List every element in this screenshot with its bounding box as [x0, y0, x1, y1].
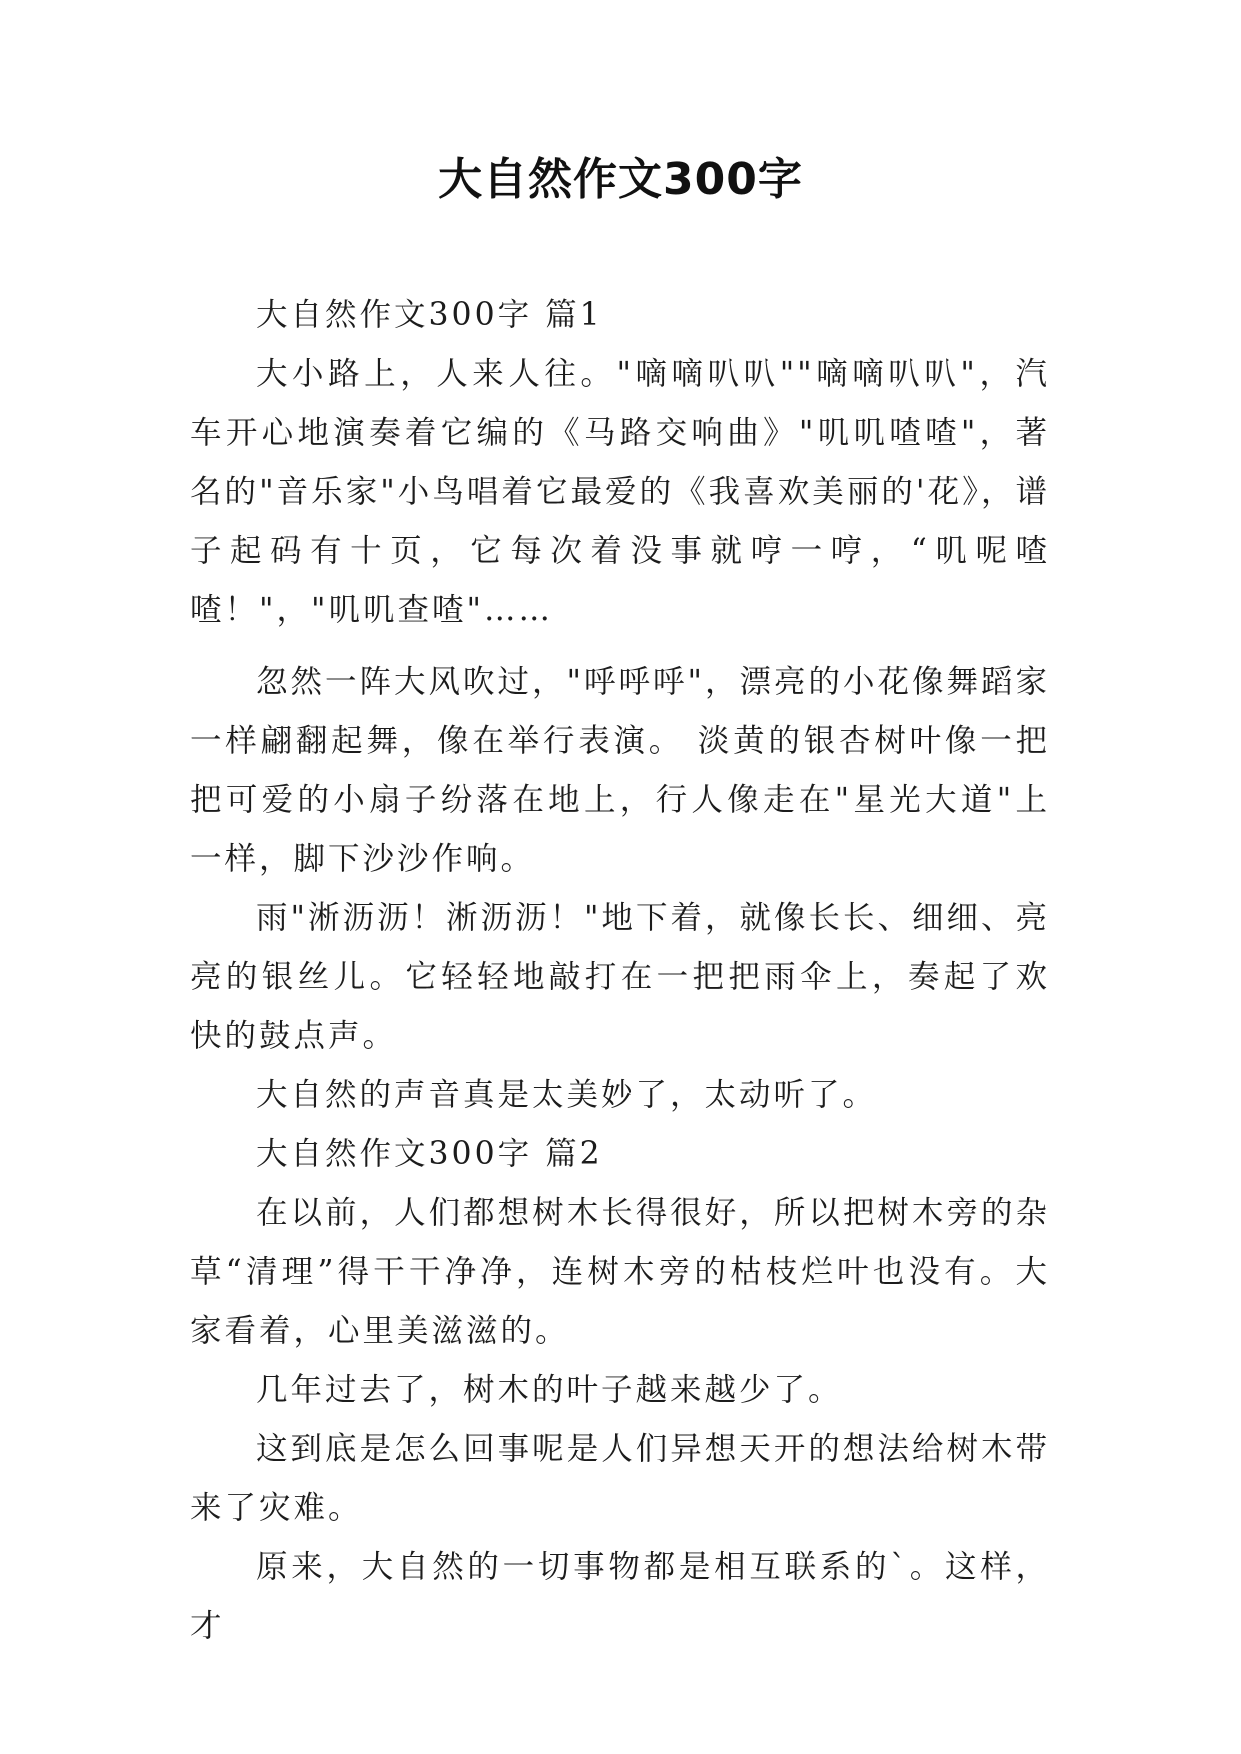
section-heading-2: 大自然作文300字 篇2 [256, 1136, 603, 1172]
document-title: 大自然作文300字 [438, 154, 803, 205]
document-body [190, 286, 1050, 1656]
paragraph: 大小路上，人来人往。"嘀嘀叭叭""嘀嘀叭叭"，汽车开心地演奏着它编的《马路交响曲》"叽叽喳喳"，著名的"音乐家"小鸟唱着它最爱的《我喜欢美丽的'花》，谱子起码有十页，它每次着没事就哼一哼，“叽呢喳喳！"，"叽叽查喳"…… [190, 356, 1050, 628]
paragraph: 忽然一阵大风吹过，"呼呼呼"，漂亮的小花像舞蹈家一样翩翻起舞，像在举行表演。 淡黄的银杏树叶像一把把可爱的小扇子纷落在地上，行人像走在"星光大道"上一样，脚下沙沙作响。 [190, 664, 1050, 877]
paragraph: 这到底是怎么回事呢是人们异想天开的想法给树木带来了灾难。 [190, 1431, 1050, 1526]
paragraph: 原来，大自然的一切事物都是相互联系的`。这样，才 [190, 1549, 1050, 1644]
paragraph: 在以前，人们都想树木长得很好，所以把树木旁的杂草“清理”得干干净净，连树木旁的枯枝烂叶也没有。大家看着，心里美滋滋的。 [190, 1195, 1050, 1349]
paragraph: 几年过去了，树木的叶子越来越少了。 [256, 1372, 843, 1408]
paragraph: 大自然的声音真是太美妙了，太动听了。 [256, 1077, 878, 1113]
paragraph: 雨"淅沥沥！淅沥沥！"地下着，就像长长、细细、亮亮的银丝儿。它轻轻地敲打在一把把雨伞上，奏起了欢快的鼓点声。 [190, 900, 1050, 1054]
section-heading-1: 大自然作文300字 篇1 [256, 297, 603, 333]
